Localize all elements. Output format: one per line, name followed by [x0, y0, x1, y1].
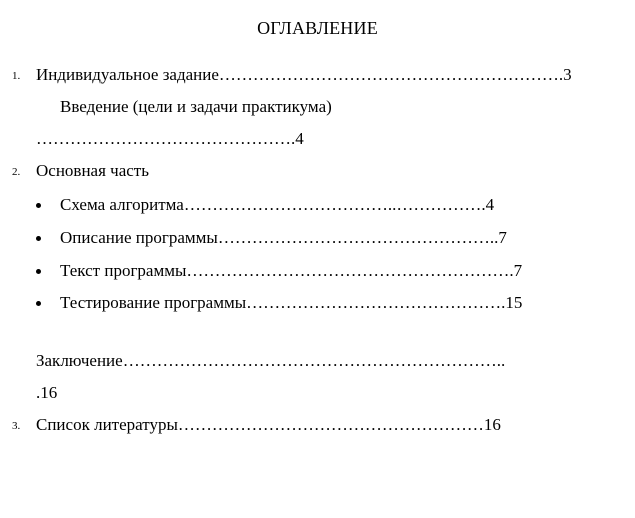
toc-subentry-testing: Тестирование программы……………………………………….15 [60, 293, 523, 312]
toc-entry-introduction-page: ……………………………………….4 [36, 129, 304, 148]
list-number-1: 1. [12, 70, 21, 82]
toc-entry-individual-task: Индивидуальное задание…………………………………………………….3 [36, 65, 572, 84]
list-number-2: 2. [12, 166, 21, 178]
toc-entry-references: Список литературы………………………………………………16 [36, 415, 501, 434]
bullet-icon [36, 269, 41, 274]
toc-entry-introduction: Введение (цели и задачи практикума) [60, 97, 332, 116]
page-title: ОГЛАВЛЕНИЕ [257, 18, 378, 38]
toc-entry-conclusion: Заключение………………………………………………………….. [36, 351, 506, 370]
toc-subentry-program-text: Текст программы………………………………………………….7 [60, 261, 523, 280]
toc-subentry-program-description: Описание программы…………………………………………..7 [60, 228, 507, 247]
toc-entry-conclusion-page: .16 [36, 383, 58, 402]
list-number-3: 3. [12, 420, 21, 432]
bullet-icon [36, 301, 41, 306]
toc-subentry-algorithm: Схема алгоритма………………………………..…………….4 [60, 195, 495, 214]
bullet-icon [36, 236, 41, 241]
toc-entry-main-part: Основная часть [36, 161, 149, 180]
bullet-icon [36, 203, 41, 208]
